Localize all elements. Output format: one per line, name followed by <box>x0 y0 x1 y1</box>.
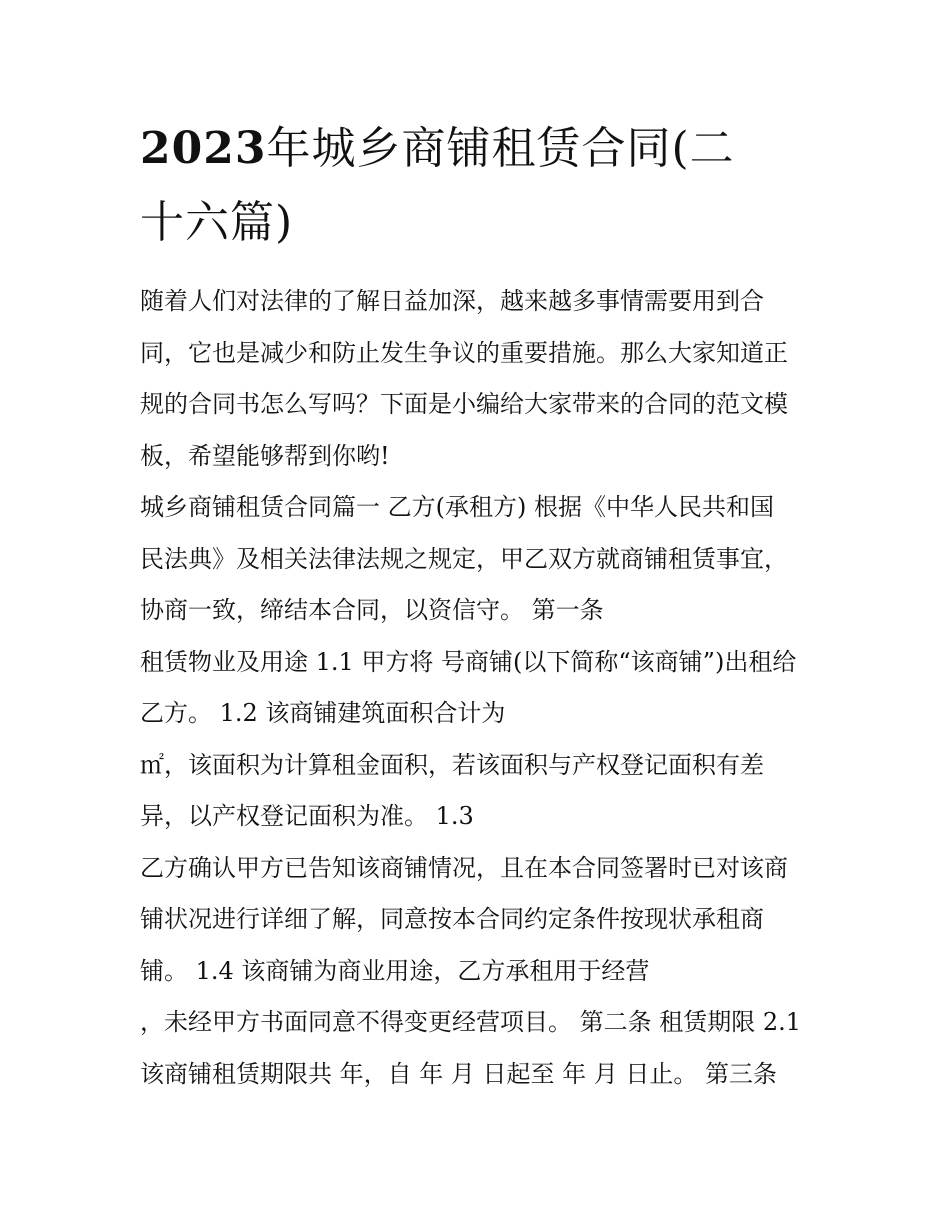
document-body <box>140 282 812 1106</box>
body-line: 铺状况进行详细了解，同意按本合同约定条件按现状承租商 <box>140 905 764 933</box>
body-line: 板，希望能够帮到你哟! <box>140 441 390 470</box>
body-line: 同，它也是减少和防止发生争议的重要措施。那么大家知道正 <box>140 338 788 367</box>
body-line: 异，以产权登记面积为准。 1.3 <box>140 802 474 830</box>
body-line: 随着人们对法律的了解日益加深，越来越多事情需要用到合 <box>140 287 764 315</box>
body-line: 该商铺租赁期限共 年，自 年 月 日起至 年 月 日止。 第三条 <box>140 1059 778 1088</box>
document-title <box>140 112 820 260</box>
title-year: 2023 <box>140 123 267 174</box>
body-line: 铺。 1.4 该商铺为商业用途，乙方承租用于经营 <box>140 956 650 985</box>
body-line: 乙方确认甲方已告知该商铺情况，且在本合同签署时已对该商 <box>140 853 788 882</box>
title-line2-text: 十六篇) <box>140 197 294 248</box>
body-line: 协商一致，缔结本合同，以资信守。 第一条 <box>140 596 604 624</box>
body-line: ㎡，该面积为计算租金面积，若该面积与产权登记面积有差 <box>140 750 764 779</box>
body-line: 城乡商铺租赁合同篇一 乙方(承租方) 根据《中华人民共和国 <box>140 493 774 521</box>
body-line: 规的合同书怎么写吗？下面是小编给大家带来的合同的范文模 <box>140 390 788 418</box>
body-line: 租赁物业及用途 1.1 甲方将 号商铺(以下简称“该商铺”)出租给 <box>140 647 797 676</box>
body-line: 民法典》及相关法律法规之规定，甲乙双方就商铺租赁事宜， <box>140 544 788 573</box>
body-line: ，未经甲方书面同意不得变更经营项目。 第二条 租赁期限 2.1 <box>140 1008 802 1036</box>
title-line1-text: 年城乡商铺租赁合同(二 <box>266 123 735 174</box>
body-line: 乙方。 1.2 该商铺建筑面积合计为 <box>140 699 506 727</box>
